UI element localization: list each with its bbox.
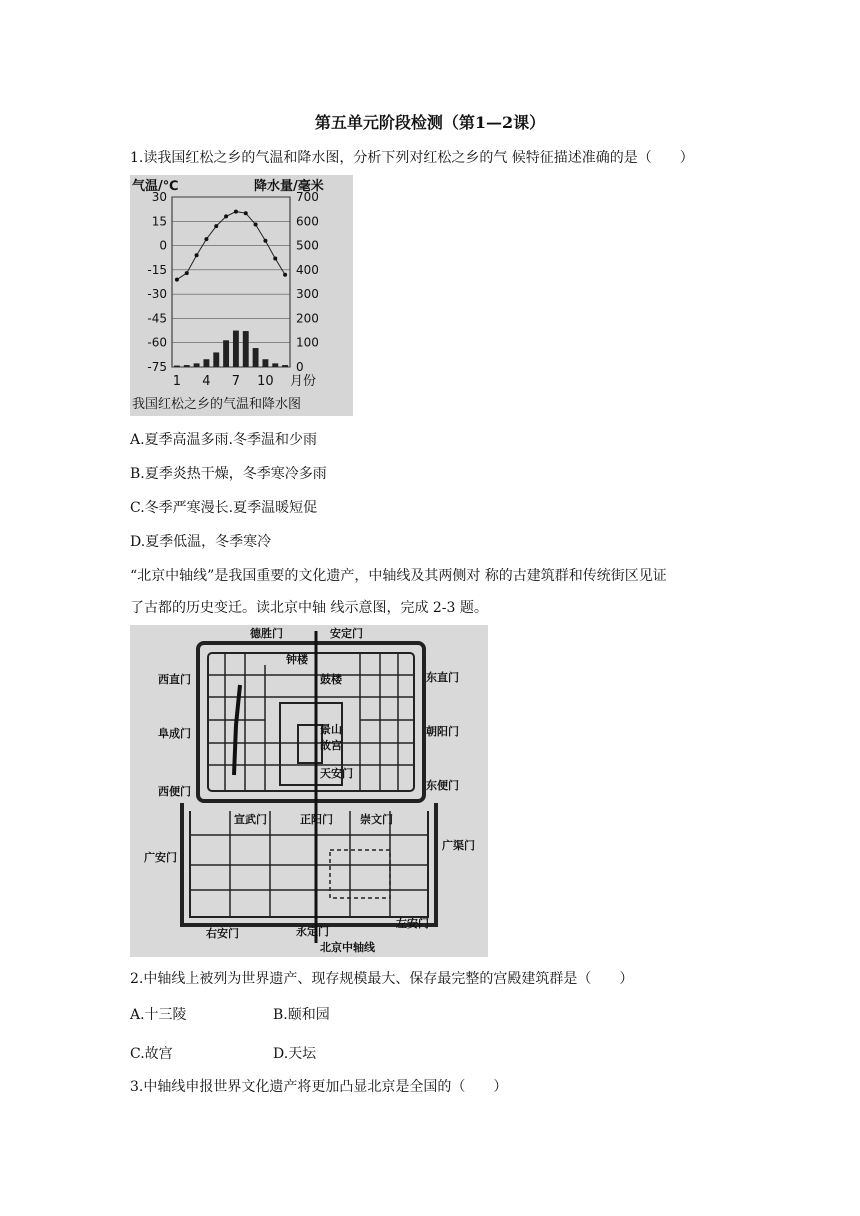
- precipitation-bar: [223, 340, 229, 367]
- y-left-tick: 0: [159, 238, 167, 253]
- map-caption: 北京中轴线: [320, 941, 375, 954]
- q2-option-d: D.天坛: [273, 1046, 317, 1062]
- y-right-tick: 200: [296, 311, 319, 326]
- map-label-dongbianmen: 东便门: [426, 779, 459, 792]
- precipitation-bar: [243, 331, 249, 367]
- temperature-point: [185, 271, 189, 275]
- q2-option-c: C.故宫: [130, 1046, 173, 1062]
- y-right-tick: 400: [296, 262, 319, 277]
- precipitation-bar: [184, 365, 190, 367]
- temperature-point: [204, 237, 208, 241]
- temperature-point: [234, 210, 238, 214]
- q1-option-c: C.冬季严寒漫长.夏季温暖短促: [130, 500, 318, 516]
- y-right-tick: 300: [296, 287, 319, 302]
- y-left-tick: -15: [147, 262, 167, 277]
- map-label-gulou: 鼓楼: [320, 673, 342, 686]
- y-left-tick: 15: [151, 214, 167, 229]
- map-label-andingmen: 安定门: [330, 627, 363, 640]
- x-tick: 10: [257, 374, 274, 389]
- x-ticks: [173, 374, 274, 389]
- q1-option-a: A.夏季高温多雨.冬季温和少雨: [130, 432, 318, 448]
- x-unit-label: 月份: [290, 374, 317, 389]
- precipitation-bar: [233, 331, 239, 367]
- map-label-chongwenmen: 崇文门: [360, 813, 393, 826]
- precipitation-bar: [282, 365, 288, 367]
- temperature-point: [214, 224, 218, 228]
- temperature-point: [254, 223, 258, 227]
- map-label-zhengyangmen: 正阳门: [300, 813, 333, 826]
- temperature-point: [195, 253, 199, 257]
- y-left-ticks: [147, 190, 167, 374]
- chart-caption: 我国红松之乡的气温和降水图: [132, 397, 302, 412]
- y-right-tick: 100: [296, 335, 319, 350]
- map-label-xuanwumen: 宣武门: [234, 813, 267, 826]
- map-label-jingshan: 景山: [320, 723, 342, 736]
- y-right-tick: 500: [296, 238, 319, 253]
- grid-lines: [172, 197, 290, 367]
- q1-option-d: D.夏季低温，冬季寒冷: [130, 534, 272, 550]
- temperature-point: [244, 211, 248, 215]
- y-left-tick: -75: [147, 360, 167, 374]
- x-tick: 7: [231, 374, 241, 389]
- q1-option-b: B.夏季炎热干燥，冬季寒冷多雨: [130, 466, 327, 482]
- y-right-tick: 700: [296, 190, 319, 204]
- precipitation-bar: [203, 359, 209, 367]
- y-right-tick: 0: [296, 360, 304, 374]
- question-3-stem: 3.中轴线申报世界文化遗产将更加凸显北京是全国的（ ）: [130, 1079, 508, 1095]
- temperature-point: [263, 239, 267, 243]
- x-tick: 4: [202, 374, 211, 389]
- beijing-axis-map: [130, 625, 488, 957]
- map-label-gugong: 故宫: [320, 739, 342, 752]
- map-label-guanganmen: 广安门: [144, 851, 177, 864]
- temperature-point: [273, 257, 277, 261]
- y-right-tick: 600: [296, 214, 319, 229]
- map-label-dongzhimen: 东直门: [426, 671, 459, 684]
- temple-of-heaven: [330, 850, 390, 898]
- map-label-chaoyangmen: 朝阳门: [426, 725, 459, 738]
- passage-line-2: 了古都的历史变迁。读北京中轴 线示意图，完成 2-3 题。: [130, 600, 488, 616]
- precipitation-bars: [174, 331, 288, 367]
- plot-frame: [172, 197, 290, 367]
- y-left-tick: -30: [147, 287, 167, 302]
- precipitation-bar: [213, 352, 219, 367]
- precipitation-bar: [272, 363, 278, 367]
- map-svg: [130, 625, 488, 957]
- climate-chart-svg: [130, 175, 353, 416]
- forbidden-city: [298, 725, 322, 763]
- precipitation-bar: [194, 363, 200, 367]
- temperature-point: [283, 273, 287, 277]
- passage-line-1: “北京中轴线”是我国重要的文化遗产，中轴线及其两侧对 称的古建筑群和传统街区见证: [130, 568, 667, 584]
- climate-chart: [130, 175, 353, 416]
- map-label-fuchengmen: 阜成门: [158, 727, 191, 740]
- y-left-tick: 30: [151, 190, 167, 204]
- precipitation-bar: [253, 348, 259, 367]
- map-label-deshengmen: 德胜门: [250, 627, 283, 640]
- map-label-xizhimen: 西直门: [158, 673, 191, 686]
- y-right-label: 降水量/毫米: [254, 179, 324, 194]
- question-1-stem: 1.读我国红松之乡的气温和降水图，分析下列对红松之乡的气 候特征描述准确的是（ ）: [130, 150, 694, 166]
- map-label-zuoanmen: 左安门: [396, 917, 429, 930]
- map-label-guangqumen: 广渠门: [442, 839, 475, 852]
- map-label-zhonglou: 钟楼: [286, 653, 308, 666]
- y-right-ticks: [296, 190, 319, 374]
- precipitation-bar: [262, 359, 268, 367]
- y-left-tick: -60: [147, 335, 167, 350]
- inner-city-wall: [198, 643, 424, 801]
- question-2-stem: 2.中轴线上被列为世界遗产、现存规模最大、保存最完整的宫殿建筑群是（ ）: [130, 971, 634, 987]
- q2-option-b: B.颐和园: [273, 1007, 330, 1023]
- map-label-youanmen: 右安门: [206, 927, 239, 940]
- map-label-tiananmen: 天安门: [320, 767, 353, 780]
- y-left-tick: -45: [147, 311, 167, 326]
- temperature-point: [224, 214, 228, 218]
- x-tick: 1: [172, 374, 182, 389]
- page-title: 第五单元阶段检测（第1—2课）: [314, 113, 546, 132]
- map-label-yongdingmen: 永定门: [296, 925, 329, 938]
- temperature-point: [175, 278, 179, 282]
- y-left-label: 气温/℃: [132, 179, 179, 194]
- q2-option-a: A.十三陵: [130, 1007, 187, 1023]
- precipitation-bar: [174, 366, 180, 367]
- map-label-xibianmen: 西便门: [158, 785, 191, 798]
